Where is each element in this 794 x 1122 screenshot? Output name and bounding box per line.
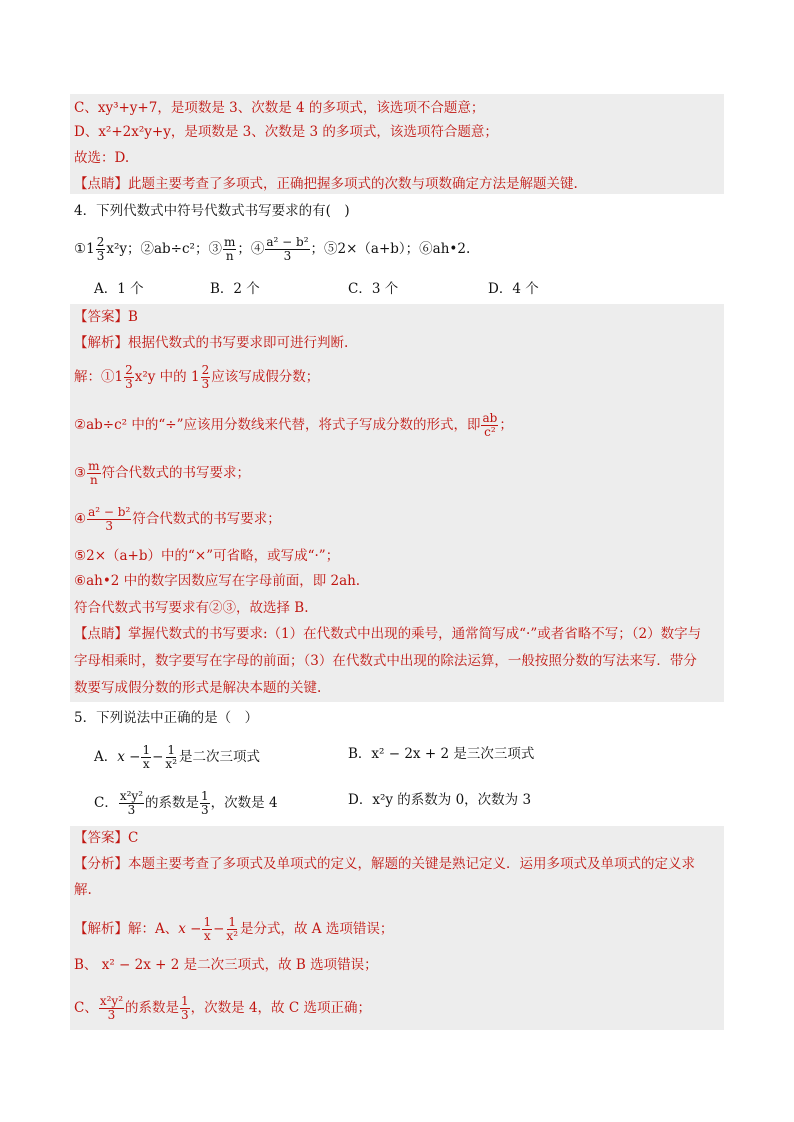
q4-option-d: D．4 个 [488, 281, 539, 297]
analysis-line: 【解析】根据代数式的书写要求即可进行判断. [74, 335, 349, 351]
q4-option-a: A．1 个 [94, 281, 144, 297]
q4-option-c: C．3 个 [348, 281, 399, 297]
analysis-line-1: 【分析】本题主要考查了多项式及单项式的定义，解题的关键是熟记定义．运用多项式及单项式的定义求 [74, 856, 695, 872]
fraction: $\frac{1}{x}$ [142, 743, 151, 771]
analysis-line-2: 解. [74, 882, 92, 898]
answer-line: 【答案】B [74, 309, 138, 325]
question-5-stem: 5．下列说法中正确的是（ ） [74, 710, 259, 726]
fraction: $\frac{1}{x}$ [203, 915, 212, 943]
tip-line-3: 数要写成假分数的形式是解决本题的关键. [74, 680, 322, 696]
fraction: $\frac{2}{3}$ [201, 363, 210, 391]
fraction: $\frac{1}{3}$ [181, 994, 189, 1022]
question-4-items: ①1 $\frac{2}{3}$ x²y；②ab÷c²；③ $\frac{m}{n}$ ；④ $\frac{\text{a² − b²}}{3}$ ；⑤2×（a+b）；⑥ah•2. [74, 235, 471, 263]
solution-line-4: ④ $\frac{\text{a² − b²}}{3}$ 符合代数式的书写要求； [74, 505, 281, 533]
tip-line-2: 字母相乘时，数字要写在字母的前面；（3）在代数式中出现的除法运算，一般按照分数的写法来写．带分 [74, 653, 697, 669]
solution-line-5: ⑤2×（a+b）中的“×”可省略，或写成“·”； [74, 548, 340, 564]
question-4-stem: 4．下列代数式中符号代数式书写要求的有( ) [74, 203, 350, 219]
fraction: $\frac{2}{3}$ [125, 363, 133, 391]
q5-option-d: D．x²y 的系数为 0，次数为 3 [348, 792, 532, 808]
tip-text: 此题主要考查了多项式，正确把握多项式的次数与项数确定方法是解题关键. [128, 176, 578, 192]
q5-option-b: B．x² − 2x + 2 是三次三项式 [348, 746, 535, 762]
tip-line-1: 【点睛】掌握代数式的书写要求:（1）在代数式中出现的乘号，通常简写成“·”或者省略不写；（2）数字与 [74, 626, 702, 642]
q5-option-c: C． $\frac{\text{x²y²}}{3}$ 的系数是 $\frac{1}{3}$ ，次数是 4 [94, 789, 278, 817]
solution-c: C、 $\frac{\text{x²y²}}{3}$ 的系数是 $\frac{1}{3}$ ，次数是 4，故 C 选项正确； [74, 994, 371, 1022]
fraction: $\frac{ab}{\text{c²}}$ [482, 411, 498, 439]
fraction: $\frac{2}{3}$ [96, 235, 105, 263]
solution-line-6: ⑥ah•2 中的数字因数应写在字母前面，即 2ah. [74, 573, 361, 589]
solution-line-7: 符合代数式书写要求有②③，故选择 B. [74, 600, 309, 616]
fraction: $\frac{\text{a² − b²}}{3}$ [266, 235, 309, 263]
answer-line: 【答案】C [74, 830, 139, 846]
fraction: $\frac{m}{n}$ [223, 235, 236, 263]
solution-b: B、 x² − 2x + 2 是二次三项式，故 B 选项错误； [74, 957, 378, 973]
solution-a: 【解析】解：A、x − $\frac{1}{x}$ − $\frac{1}{\text{x²}}$ 是分式，故 A 选项错误； [74, 915, 394, 943]
tip-line [74, 176, 578, 192]
fraction: $\frac{1}{3}$ [201, 789, 209, 817]
option-c-analysis: C、xy³+y+7，是项数是 3、次数是 4 的多项式，该选项不合题意； [74, 100, 485, 116]
q4-option-b: B．2 个 [210, 281, 260, 297]
fraction: $\frac{m}{n}$ [88, 459, 100, 487]
fraction: $\frac{1}{\text{x²}}$ [165, 743, 177, 771]
fraction: $\frac{\text{a² − b²}}{3}$ [88, 505, 131, 533]
tip-tag: 【点睛】 [74, 176, 128, 192]
solution-line-1: 解：①1 $\frac{2}{3}$ x²y 中的 1 $\frac{2}{3}$ 应该写成假分数； [74, 363, 320, 391]
fraction: $\frac{\text{x²y²}}{3}$ [119, 789, 144, 817]
solution-line-3: ③ $\frac{m}{n}$ 符合代数式的书写要求； [74, 459, 250, 487]
option-d-analysis: D、x²+2x²y+y，是项数是 3、次数是 3 的多项式，该选项符合题意； [74, 124, 498, 140]
solution-line-2: ②ab÷c² 中的“÷”应该用分数线来代替，将式子写成分数的形式，即 $\frac{ab}{\text{c²}}$ ； [74, 411, 513, 439]
fraction: $\frac{1}{\text{x²}}$ [226, 915, 238, 943]
q5-option-a: A．x − $\frac{1}{x}$ − $\frac{1}{\text{x²}}$ 是二次三项式 [94, 743, 260, 771]
fraction: $\frac{\text{x²y²}}{3}$ [99, 994, 124, 1022]
choose-line: 故选：D. [74, 150, 130, 166]
